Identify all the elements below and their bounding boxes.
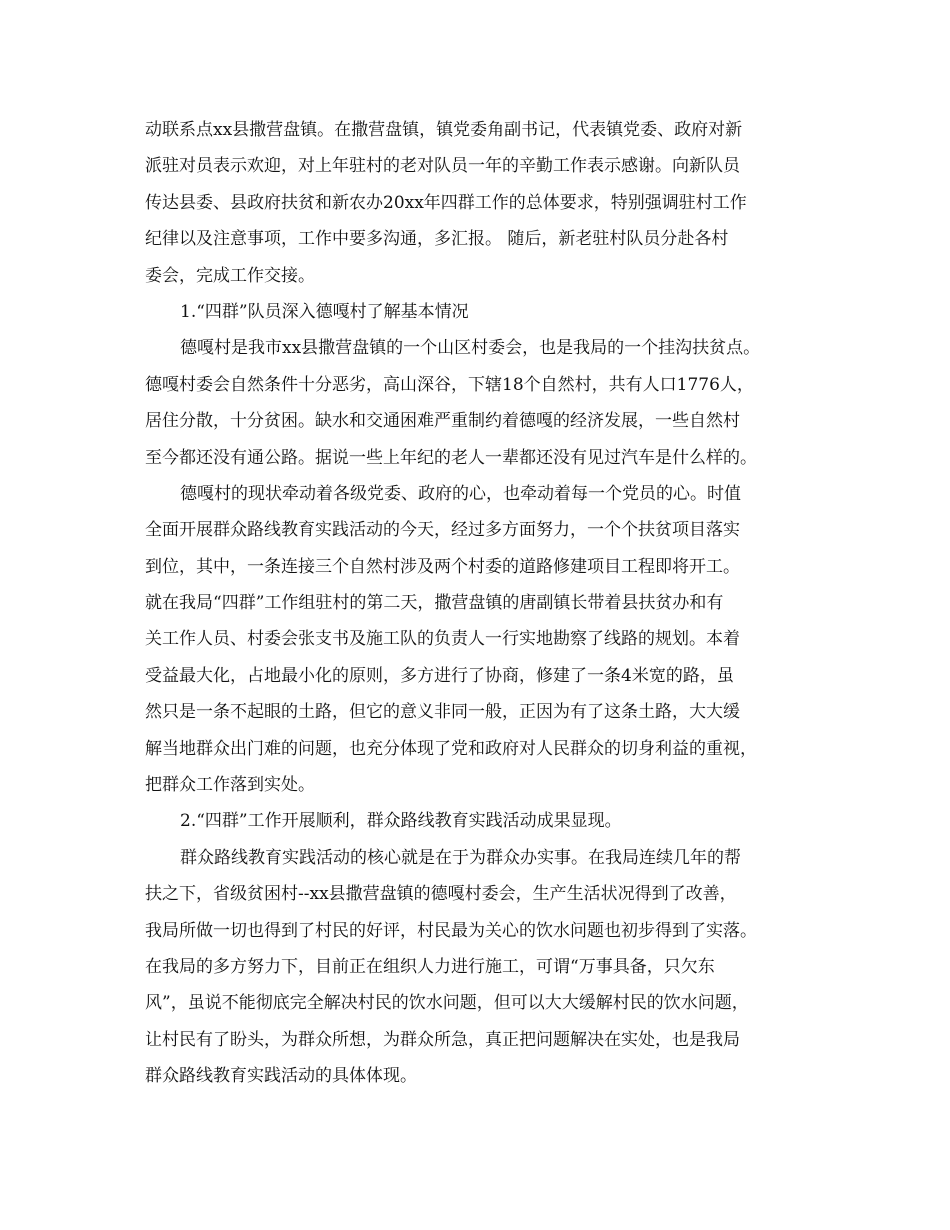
body-line: 群众路线教育实践活动的核心就是在于为群众办实事。在我局连续几年的帮: [180, 847, 741, 868]
body-line: 扶之下，省级贫困村--xx县撒营盘镇的德嘎村委会，生产生活状况得到了改善，: [145, 884, 737, 905]
body-line: 让村民有了盼头，为群众所想，为群众所急，真正把问题解决在实处，也是我局: [145, 1029, 740, 1050]
body-line: 解当地群众出门难的问题，也充分体现了党和政府对人民群众的切身利益的重视，: [145, 738, 757, 759]
body-line: 派驻对员表示欢迎，对上年驻村的老对队员一年的辛勤工作表示感谢。向新队员: [145, 156, 740, 177]
body-line: 传达县委、县政府扶贫和新农办20xx年四群工作的总体要求，特别强调驻村工作: [145, 192, 747, 213]
body-line: 至今都还没有通公路。据说一些上年纪的老人一辈都还没有见过汽车是什么样的。: [145, 447, 757, 468]
body-line: 居住分散，十分贫困。缺水和交通困难严重制约着德嘎的经济发展，一些自然村: [145, 411, 740, 432]
body-line: 就在我局“四群”工作组驻村的第二天，撒营盘镇的唐副镇长带着县扶贫办和有: [145, 593, 724, 614]
body-line: 动联系点xx县撒营盘镇。在撒营盘镇，镇党委角副书记，代表镇党委、政府对新: [145, 120, 743, 140]
body-line: 纪律以及注意事项，工作中要多沟通，多汇报。 随后，新老驻村队员分赴各村: [145, 229, 729, 250]
body-line: 德嘎村是我市xx县撒营盘镇的一个山区村委会，也是我局的一个挂沟扶贫点。: [180, 338, 761, 359]
body-line: 在我局的多方努力下，目前正在组织人力进行施工，可谓“万事具备，只欠东: [145, 956, 715, 977]
body-line: 委会，完成工作交接。: [145, 265, 315, 286]
body-line: 到位，其中，一条连接三个自然村涉及两个村委的道路修建项目工程即将开工。: [145, 556, 740, 577]
body-line: 德嘎村委会自然条件十分恶劣，高山深谷，下辖18个自然村，共有人口1776人，: [145, 374, 754, 395]
body-line: 全面开展群众路线教育实践活动的今天，经过多方面努力，一个个扶贫项目落实: [145, 520, 740, 541]
body-line: 德嘎村的现状牵动着各级党委、政府的心，也牵动着每一个党员的心。时值: [180, 483, 741, 504]
body-line: 我局所做一切也得到了村民的好评，村民最为关心的饮水问题也初步得到了实落。: [145, 920, 757, 941]
body-line: 风”，虽说不能彻底完全解决村民的饮水问题，但可以大大缓解村民的饮水问题，: [145, 993, 749, 1014]
body-line: 群众路线教育实践活动的具体体现。: [145, 1066, 417, 1087]
body-line: 受益最大化，占地最小化的原则，多方进行了协商，修建了一条4米宽的路，虽: [145, 665, 734, 686]
section-heading-1: 1.“四群”队员深入德嘎村了解基本情况: [180, 301, 469, 322]
body-line: 关工作人员、村委会张支书及施工队的负责人一行实地勘察了线路的规划。本着: [145, 629, 740, 650]
document-body: [145, 112, 825, 1095]
body-line: 然只是一条不起眼的土路，但它的意义非同一般，正因为有了这条土路，大大缓: [145, 702, 740, 723]
body-line: 把群众工作落到实处。: [145, 775, 315, 796]
section-heading-2: 2.“四群”工作开展顺利，群众路线教育实践活动成果显现。: [180, 811, 622, 832]
